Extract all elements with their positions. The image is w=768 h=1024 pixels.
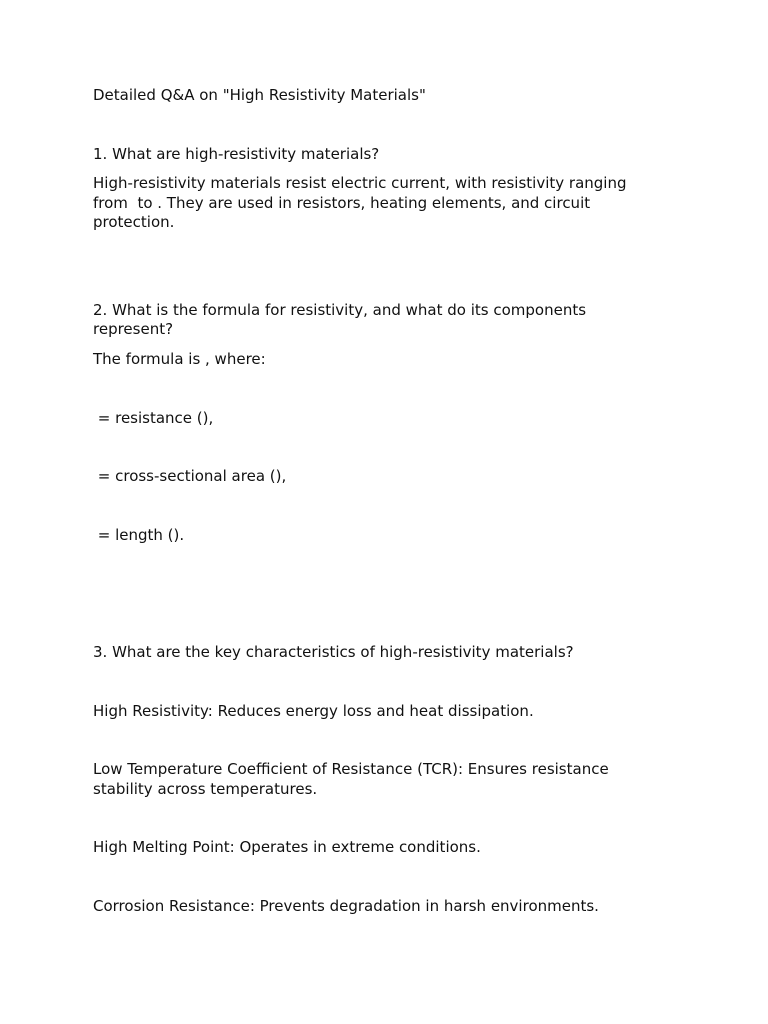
- characteristic-item: Corrosion Resistance: Prevents degradation in harsh environments.: [93, 897, 599, 915]
- characteristic-item: High Resistivity: Reduces energy loss and heat dissipation.: [93, 702, 534, 720]
- formula-component: = resistance (),: [93, 409, 214, 427]
- question-3: 3. What are the key characteristics of high-resistivity materials?: [93, 643, 574, 661]
- characteristic-item: stability across temperatures.: [93, 780, 318, 798]
- question-1: 1. What are high-resistivity materials?: [93, 145, 380, 163]
- page-title: Detailed Q&A on "High Resistivity Materials": [93, 86, 426, 104]
- formula-component: = cross-sectional area (),: [93, 467, 287, 485]
- formula-intro: The formula is , where:: [93, 350, 266, 368]
- answer-1-line: protection.: [93, 213, 175, 231]
- characteristic-item: High Melting Point: Operates in extreme conditions.: [93, 838, 481, 856]
- question-2: 2. What is the formula for resistivity, and what do its components: [93, 301, 587, 319]
- answer-1-line: High-resistivity materials resist electric current, with resistivity ranging: [93, 174, 627, 192]
- answer-1-line: from to . They are used in resistors, heating elements, and circuit: [93, 194, 591, 212]
- characteristic-item: Low Temperature Coefficient of Resistance (TCR): Ensures resistance: [93, 760, 609, 778]
- question-2: represent?: [93, 320, 174, 338]
- formula-component: = length ().: [93, 526, 185, 544]
